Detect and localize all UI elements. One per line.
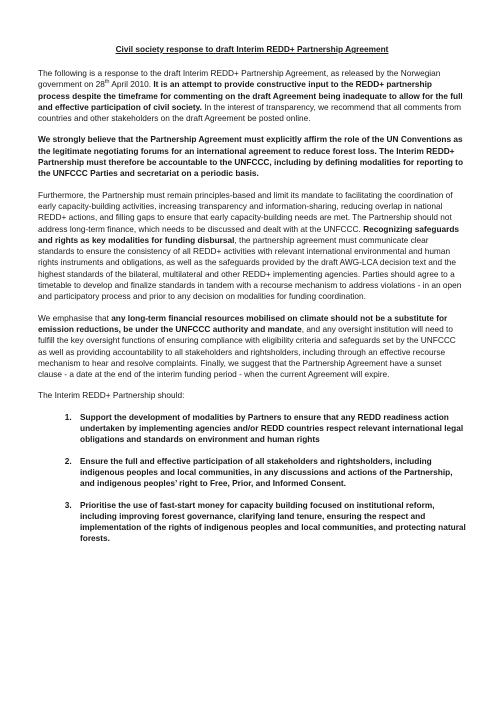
p4-text-a: We emphasise that [38, 312, 112, 323]
p4-text-b: , and any oversight institution will need to fulfill the key oversight functions of ensuring compliance with eligibility criteria and safeguards set by the UNFCCC as well as providing accountability to all stakeholders and rightsholders, including through an effective recourse mechanism to hear and resolve complaints. Finally, we suggest that the Partnership Agreement have a sunset clause - a date at the end of the interim funding period - when the current Agreement will expire. [38, 323, 456, 380]
p1-text-b: April 2010. [109, 79, 154, 90]
list-item: 3. Prioritise the use of fast-start money for capacity building focused on institutional reform, including improving forest governance, clarifying land tenure, ensuring the respect and implementation of the rights of indigenous peoples and local communities, and protecting natural forests. [74, 500, 466, 545]
paragraph-un-conventions [38, 134, 466, 179]
recommendations-list [38, 412, 466, 545]
p3-text-b: , the partnership agreement must communicate clear standards to ensure the consistency of all REDD+ activities with relevant international environmental and human rights instruments and obligations, as well as the safeguards provided by the draft AWG-LCA decision text and the highest standards of the bilateral, multilateral and other REDD+ implementing agencies. Parties should agree to a timetable to develop and finalize standards in tandem with a recourse mechanism to address violations - in an open and participatory process and prior to any decision on modalities for funding coordination. [38, 234, 462, 302]
p3-bold: Recognizing safeguards and rights as key modalities for funding disbursal [38, 223, 460, 245]
p3-text-a: Furthermore, the Partnership must remain principles-based and limit its mandate to facilitating the coordination of early capacity-building activities, increasing transparency and information-sharing, reducing overlap in national REDD+ actions, and filling gaps to ensure that early capacity-building needs are met. The Partnership should not address long-term finance, which needs to be discussed and dealt with at the UNFCCC. [38, 189, 453, 234]
list-intro: The Interim REDD+ Partnership should: [38, 390, 185, 401]
paragraph-mandate [38, 190, 466, 303]
list-item: 2. Ensure the full and effective participation of all stakeholders and rightsholders, including indigenous peoples and local communities, in any discussions and actions of the Partnership, and indigenous peoples’ right to Free, Prior, and Informed Consent. [74, 456, 466, 490]
document-title: Civil society response to draft Interim REDD+ Partnership Agreement [115, 44, 389, 54]
list-item: 1. Support the development of modalities by Partners to ensure that any REDD readiness action undertaken by implementing agencies and/or REDD countries respect relevant international legal obligations and standards on environment and human rights [74, 412, 466, 446]
p2-bold: We strongly believe that the Partnership Agreement must explicitly affirm the role of the UN Conventions as the legitimate negotiating forums for an international agreement to reduce forest loss. The Interim REDD+ Partnership must therefore be accountable to the UNFCCC, including by defining modalities for reporting to the UNFCCC Parties and secretariat on a periodic basis. [38, 134, 464, 179]
p1-superscript: th [104, 79, 110, 86]
paragraph-finance [38, 313, 466, 381]
p1-bold: It is an attempt to provide constructive input to the REDD+ partnership process despite the timeframe for commenting on the draft Agreement being inadequate to allow for the full and effective participation of civil society. [38, 79, 463, 112]
p4-bold: any long-term financial resources mobilised on climate should not be a substitute for emission reductions, be under the UNFCCC authority and mandate [38, 312, 448, 334]
paragraph-intro [38, 68, 466, 124]
p1-text-a: The following is a response to the draft Interim REDD+ Partnership Agreement, as released by the Norwegian government on 28 [38, 68, 441, 90]
p1-text-c: In the interest of transparency, we recommend that all comments from countries and other stakeholders on the draft Agreement be posted online. [38, 101, 462, 124]
